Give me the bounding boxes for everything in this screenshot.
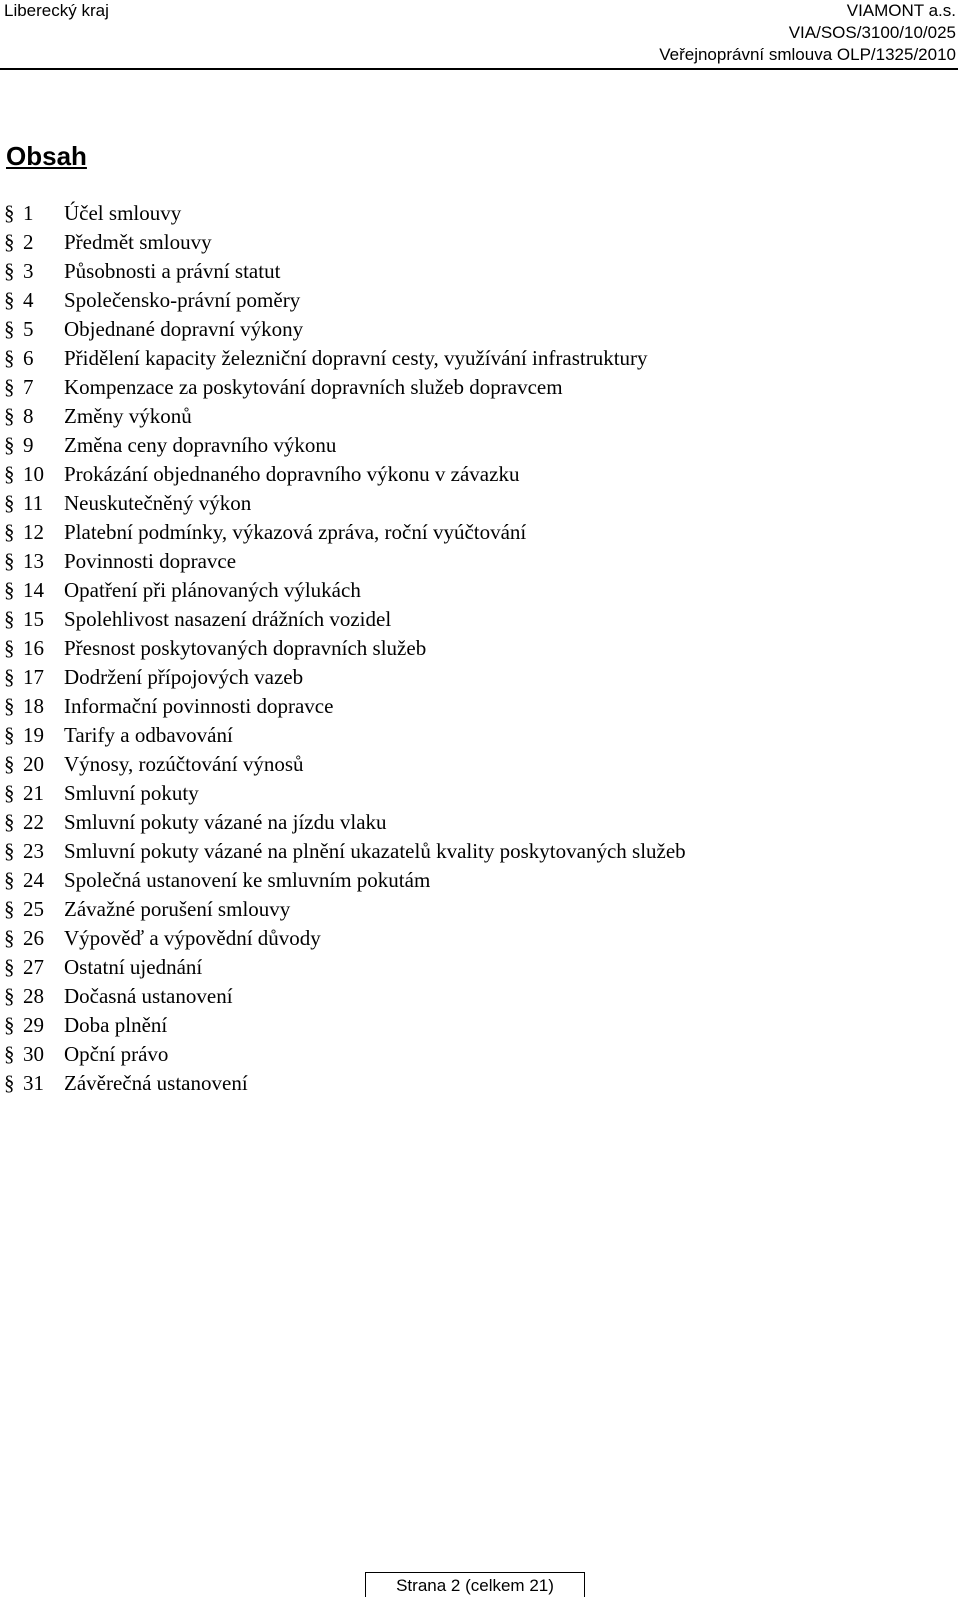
toc-item[interactable] (0, 489, 950, 518)
header-company: VIAMONT a.s. (846, 1, 956, 20)
section-symbol: § (4, 897, 15, 921)
toc-item-title: Informační povinnosti dopravce (64, 694, 334, 718)
toc-item[interactable] (0, 228, 950, 257)
toc-item-title: Smluvní pokuty vázané na jízdu vlaku (64, 810, 387, 834)
section-symbol: § (4, 1042, 15, 1066)
section-symbol: § (4, 810, 15, 834)
toc-item[interactable] (0, 924, 950, 953)
toc-item-title: Závěrečná ustanovení (64, 1071, 248, 1095)
section-symbol: § (4, 781, 15, 805)
toc-item-title: Smluvní pokuty vázané na plnění ukazatelů kvality poskytovaných služeb (64, 839, 686, 863)
toc-item-title: Spolehlivost nasazení drážních vozidel (64, 607, 392, 631)
toc-item[interactable] (0, 808, 950, 837)
toc-item[interactable] (0, 837, 950, 866)
toc-item-title: Působnosti a právní statut (64, 259, 281, 283)
section-symbol: § (4, 1013, 15, 1037)
toc-item[interactable] (0, 373, 950, 402)
toc-item-number: 9 (23, 433, 34, 457)
page-header (0, 0, 960, 70)
toc-item-number: 12 (23, 520, 44, 544)
section-symbol: § (4, 375, 15, 399)
toc-item[interactable] (0, 547, 950, 576)
toc-item-title: Přesnost poskytovaných dopravních služeb (64, 636, 427, 660)
page-number: Strana 2 (celkem 21) (396, 1576, 554, 1595)
section-symbol: § (4, 259, 15, 283)
toc-item-number: 19 (23, 723, 44, 747)
section-symbol: § (4, 462, 15, 486)
section-symbol: § (4, 230, 15, 254)
toc-item[interactable] (0, 634, 950, 663)
toc-item-number: 30 (23, 1042, 44, 1066)
toc-item-title: Platební podmínky, výkazová zpráva, roční vyúčtování (64, 520, 527, 544)
toc-item-number: 14 (23, 578, 44, 602)
toc-item-number: 3 (23, 259, 34, 283)
section-symbol: § (4, 288, 15, 312)
toc-item[interactable] (0, 460, 950, 489)
toc-item-title: Ostatní ujednání (64, 955, 203, 979)
toc-item-title: Objednané dopravní výkony (64, 317, 304, 341)
toc-item-number: 21 (23, 781, 44, 805)
toc-item-number: 6 (23, 346, 34, 370)
section-symbol: § (4, 752, 15, 776)
toc-item-number: 28 (23, 984, 44, 1008)
section-symbol: § (4, 433, 15, 457)
toc-item-number: 20 (23, 752, 44, 776)
toc-item-title: Závažné porušení smlouvy (64, 897, 291, 921)
toc-item-number: 4 (23, 288, 34, 312)
toc-item-title: Neuskutečněný výkon (64, 491, 252, 515)
section-symbol: § (4, 636, 15, 660)
toc-item-number: 23 (23, 839, 44, 863)
toc-item-number: 18 (23, 694, 44, 718)
toc-item[interactable] (0, 721, 950, 750)
section-symbol: § (4, 491, 15, 515)
toc-item-number: 24 (23, 868, 44, 892)
toc-item[interactable] (0, 779, 950, 808)
toc-item[interactable] (0, 895, 950, 924)
header-contract-number: Veřejnoprávní smlouva OLP/1325/2010 (659, 45, 956, 64)
header-reference: VIA/SOS/3100/10/025 (788, 23, 956, 42)
toc-item-number: 10 (23, 462, 44, 486)
toc-item[interactable] (0, 982, 950, 1011)
section-symbol: § (4, 955, 15, 979)
toc-item-title: Společensko-právní poměry (64, 288, 301, 312)
section-symbol: § (4, 607, 15, 631)
header-divider (0, 68, 958, 70)
toc-item-title: Prokázání objednaného dopravního výkonu v závazku (64, 462, 520, 486)
toc-item-title: Opční právo (64, 1042, 169, 1066)
toc-item[interactable] (0, 344, 950, 373)
toc-item[interactable] (0, 605, 950, 634)
toc-item[interactable] (0, 866, 950, 895)
toc-item-number: 13 (23, 549, 44, 573)
toc-item-title: Společná ustanovení ke smluvním pokutám (64, 868, 431, 892)
toc-item[interactable] (0, 750, 950, 779)
toc-item-title: Výnosy, rozúčtování výnosů (64, 752, 304, 776)
toc-item-number: 29 (23, 1013, 44, 1037)
section-symbol: § (4, 926, 15, 950)
toc-item-number: 5 (23, 317, 34, 341)
toc-item-number: 16 (23, 636, 44, 660)
toc-item-title: Dočasná ustanovení (64, 984, 233, 1008)
toc-item-number: 31 (23, 1071, 44, 1095)
toc-item-number: 7 (23, 375, 34, 399)
toc-item[interactable] (0, 431, 950, 460)
toc-item-number: 22 (23, 810, 44, 834)
section-symbol: § (4, 868, 15, 892)
section-symbol: § (4, 984, 15, 1008)
section-symbol: § (4, 665, 15, 689)
section-symbol: § (4, 549, 15, 573)
toc-item-title: Účel smlouvy (64, 201, 182, 225)
toc-heading: Obsah (6, 141, 87, 171)
toc-item[interactable] (0, 518, 950, 547)
page-footer (365, 1572, 585, 1597)
toc-item-title: Kompenzace za poskytování dopravních služeb dopravcem (64, 375, 563, 399)
section-symbol: § (4, 346, 15, 370)
toc-item-number: 2 (23, 230, 34, 254)
section-symbol: § (4, 694, 15, 718)
toc-item-title: Změny výkonů (64, 404, 192, 428)
toc-item[interactable] (0, 286, 950, 315)
toc-item[interactable] (0, 257, 950, 286)
toc-item-title: Výpověď a výpovědní důvody (64, 926, 321, 950)
toc-item-title: Povinnosti dopravce (64, 549, 237, 573)
toc-item[interactable] (0, 663, 950, 692)
toc-item[interactable] (0, 199, 950, 228)
toc-item[interactable] (0, 1069, 950, 1098)
toc-item-number: 25 (23, 897, 44, 921)
toc-item-number: 8 (23, 404, 34, 428)
toc-item-title: Doba plnění (64, 1013, 168, 1037)
toc-item[interactable] (0, 576, 950, 605)
toc-item-number: 27 (23, 955, 44, 979)
toc-item-number: 26 (23, 926, 44, 950)
toc-item-number: 15 (23, 607, 44, 631)
toc-item-title: Předmět smlouvy (64, 230, 212, 254)
section-symbol: § (4, 201, 15, 225)
header-contract-info (659, 0, 956, 66)
toc-item[interactable] (0, 315, 950, 344)
toc-item[interactable] (0, 692, 950, 721)
toc-item[interactable] (0, 402, 950, 431)
toc-item[interactable] (0, 1011, 950, 1040)
table-of-contents (0, 199, 950, 1098)
toc-item[interactable] (0, 953, 950, 982)
section-symbol: § (4, 723, 15, 747)
toc-item-title: Opatření při plánovaných výlukách (64, 578, 361, 602)
section-symbol: § (4, 578, 15, 602)
section-symbol: § (4, 404, 15, 428)
toc-item-title: Smluvní pokuty (64, 781, 199, 805)
toc-item-title: Tarify a odbavování (64, 723, 233, 747)
toc-item-number: 1 (23, 201, 34, 225)
section-symbol: § (4, 839, 15, 863)
header-region: Liberecký kraj (4, 1, 109, 20)
toc-item[interactable] (0, 1040, 950, 1069)
toc-item-number: 11 (23, 491, 44, 515)
toc-item-title: Změna ceny dopravního výkonu (64, 433, 337, 457)
toc-item-title: Dodržení přípojových vazeb (64, 665, 304, 689)
section-symbol: § (4, 520, 15, 544)
toc-item-title: Přidělení kapacity železniční dopravní cesty, využívání infrastruktury (64, 346, 648, 370)
toc-item-number: 17 (23, 665, 44, 689)
section-symbol: § (4, 1071, 15, 1095)
section-symbol: § (4, 317, 15, 341)
